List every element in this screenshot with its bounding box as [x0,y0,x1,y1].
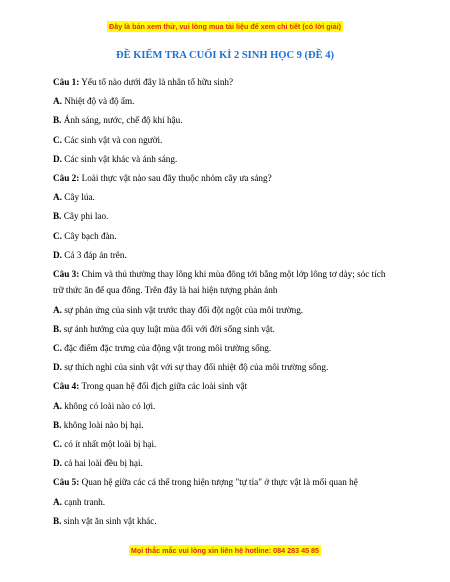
option-text: Nhiệt độ và độ ẩm. [64,96,135,107]
option-text: cả hai loài đều bị hại. [64,458,143,469]
option-text: đặc điểm đặc trưng của động vật trong môi trường sống. [64,343,272,354]
question-2 [53,169,398,188]
option-text: không loài nào bị hại. [63,419,144,430]
option-1a [53,92,398,111]
question-list [53,73,398,531]
option-letter: B. [53,211,62,222]
option-text: cạnh tranh. [64,496,106,507]
hotline-notice [0,546,450,555]
option-4a [53,397,398,416]
option-text: sự thích nghi của sinh vật với sự thay đổi nhiệt độ của môi trường sống. [64,362,329,373]
option-text: sự phản ứng của sinh vật trước thay đổi đột ngột của môi trường. [64,304,304,315]
option-4d [53,454,398,473]
preview-notice-text: Đây là bản xem thử, vui lòng mua tài liệu để xem chi tiết (có lời giải) [109,22,341,31]
option-text: Cây lúa. [64,192,95,203]
option-5b [53,512,398,531]
preview-notice [0,22,450,31]
option-2c [53,227,398,246]
option-letter: D. [53,249,62,260]
option-1b [53,111,398,130]
option-text: Cả 3 đáp án trên. [64,249,127,260]
option-letter: C. [53,134,62,145]
option-letter: C. [53,439,62,450]
question-label: Câu 2: [53,173,80,184]
option-letter: B. [53,115,62,126]
option-text: Cây phi lao. [63,211,109,222]
option-2b [53,207,398,226]
option-4b [53,416,398,435]
option-text: Các sinh vật khác và ánh sáng. [64,153,178,164]
option-5a [53,493,398,512]
option-letter: A. [53,304,62,315]
option-letter: A. [53,400,62,411]
option-letter: D. [53,153,62,164]
question-5 [53,473,398,492]
option-letter: B. [53,419,62,430]
option-3b [53,320,398,339]
option-text: không có loài nào có lợi. [64,400,156,411]
document-title: ĐỀ KIỂM TRA CUỐI KÌ 2 SINH HỌC 9 (ĐỀ 4) [116,50,334,61]
option-text: có ít nhất một loài bị hại. [64,439,157,450]
option-letter: A. [53,496,62,507]
option-text: Cây bạch đàn. [64,230,117,241]
option-3d [53,358,398,377]
option-3c [53,339,398,358]
option-letter: B. [53,323,62,334]
option-2a [53,188,398,207]
option-4c [53,435,398,454]
option-text: Ánh sáng, nước, chế độ khí hậu. [63,115,183,126]
question-3 [53,267,398,299]
option-letter: A. [53,192,62,203]
option-2d [53,246,398,265]
option-letter: C. [53,343,62,354]
option-letter: A. [53,96,62,107]
question-text: Chim và thú thường thay lông khi mùa đông tới bằng một lớp lông tơ dày; sóc tích trữ thức ăn để qua đông. Trên đây là hai hiện tượng phản ánh [53,269,386,295]
option-text: Các sinh vật và con người. [64,134,163,145]
option-letter: B. [53,515,62,526]
question-label: Câu 4: [53,381,80,392]
option-text: sự ảnh hưởng của quy luật mùa đối với đời sống sinh vật. [63,323,275,334]
option-3a [53,301,398,320]
option-1d [53,150,398,169]
hotline-notice-text: Mọi thắc mắc vui lòng xin liên hệ hotline: 084 283 45 85 [130,546,320,555]
question-text: Loài thực vật nào sau đây thuộc nhóm cây ưa sáng? [81,173,272,184]
question-1 [53,73,398,92]
question-4 [53,377,398,396]
question-text: Quan hệ giữa các cá thể trong hiện tượng "tự tỉa" ở thực vật là mối quan hệ [81,477,358,488]
question-label: Câu 5: [53,477,80,488]
option-letter: C. [53,230,62,241]
option-letter: D. [53,458,62,469]
option-letter: D. [53,362,62,373]
question-label: Câu 1: [53,77,80,87]
question-label: Câu 3: [53,269,80,280]
question-text: Trong quan hệ đối địch giữa các loài sinh vật [81,381,248,392]
question-text: Yếu tố nào dưới đây là nhân tố hữu sinh? [81,77,234,87]
option-1c [53,131,398,150]
option-text: sinh vật ăn sinh vật khác. [63,515,157,526]
